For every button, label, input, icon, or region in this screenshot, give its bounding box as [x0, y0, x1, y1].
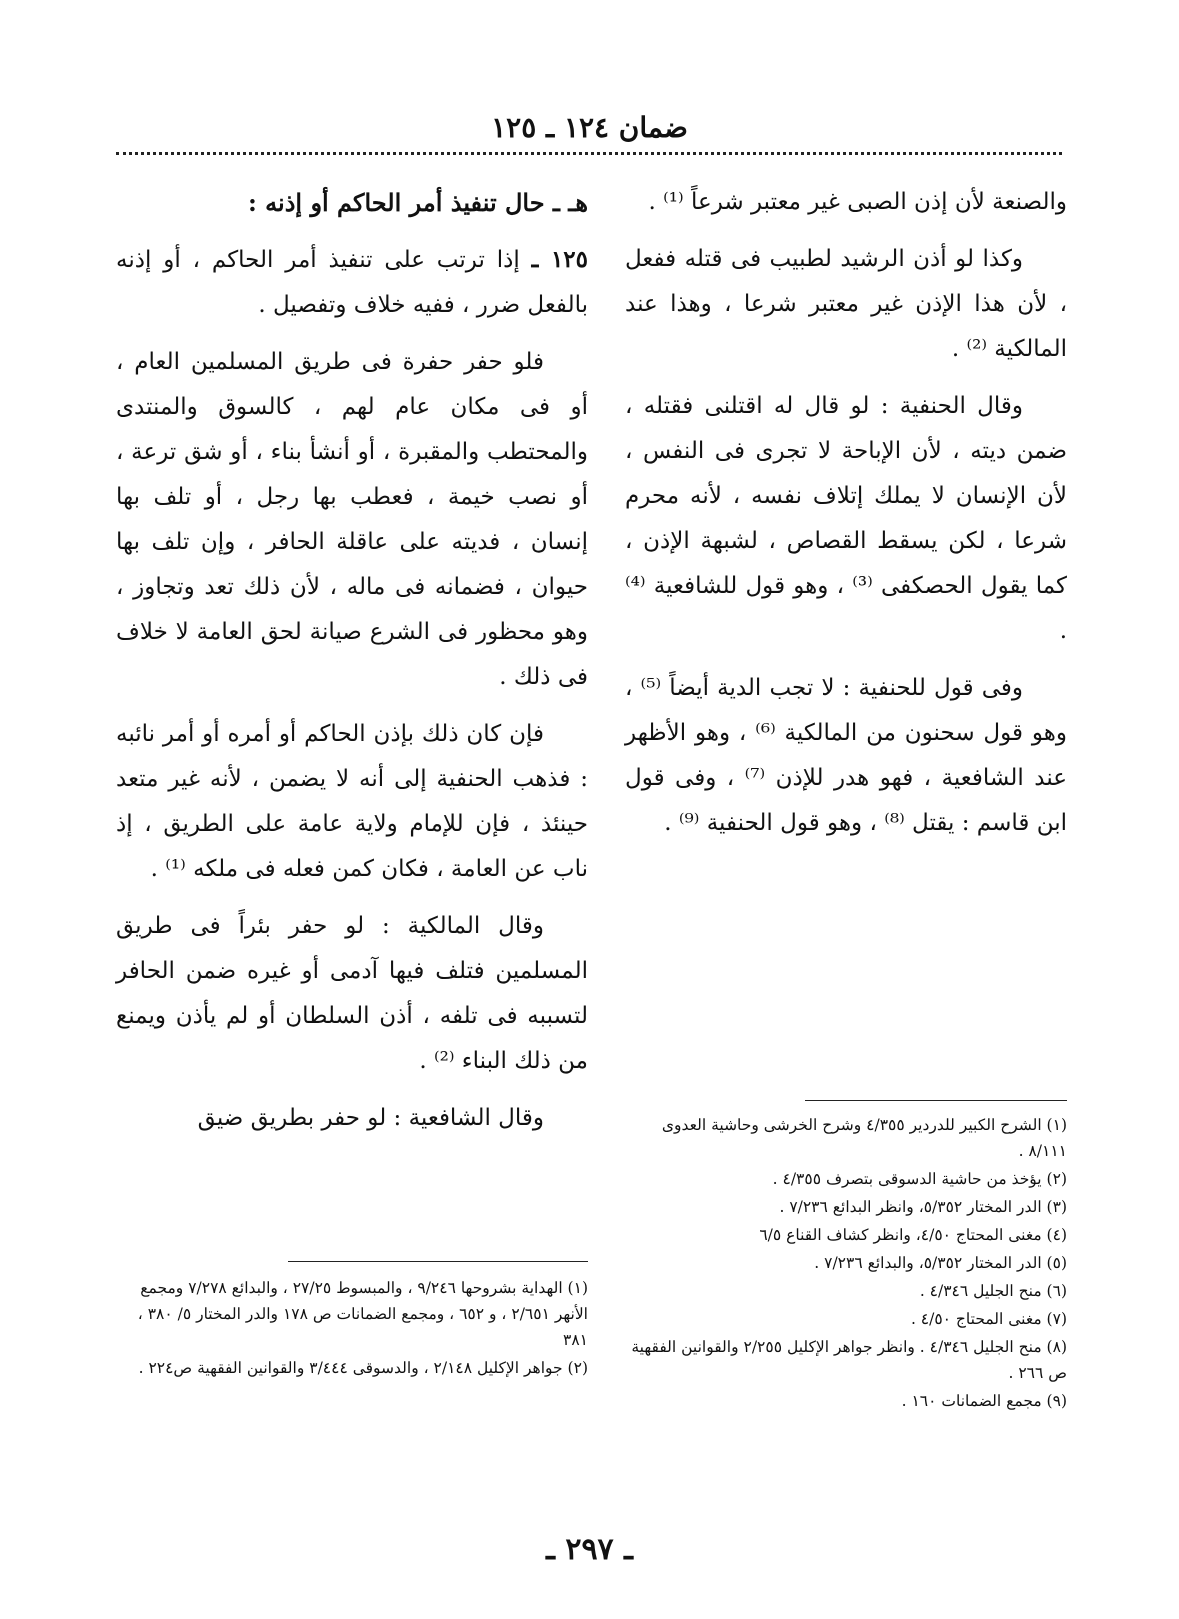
right-column [625, 180, 1067, 858]
numbered-paragraph-text: إذا ترتب على تنفيذ أمر الحاكم ، أو إذنه بالفعل ضرر ، ففيه خلاف وتفصيل . [116, 247, 588, 318]
footnote-rule-left [288, 1261, 588, 1262]
footnote: (٨) منح الجليل ٤/٣٤٦ . وانظر جواهر الإكليل ٢/٢٥٥ والقوانين الفقهية ص ٢٦٦ . [631, 1338, 1067, 1382]
footnote: (٢) يؤخذ من حاشية الدسوقى بتصرف ٤/٣٥٥ . [772, 1170, 1067, 1188]
left-paragraph-2: فإن كان ذلك بإذن الحاكم أو أمره أو أمر نائبه : فذهب الحنفية إلى أنه لا يضمن ، لأنه غير متعد حينئذ ، فإن للإمام ولاية عامة على الطريق ، إذ ناب عن العامة ، فكان كمن فعله فى ملكه ⁽¹⁾ . [116, 721, 588, 882]
footnote-rule-right [805, 1100, 1067, 1101]
numbered-paragraph [116, 237, 588, 328]
footnote: (١) الهداية بشروحها ٩/٢٤٦ ، والمبسوط ٢٧/٢٥ ، والبدائع ٧/٢٧٨ ومجمع الأنهر ٢/٦٥١ ، و ٦٥٢ ، ومجمع الضمانات ص ١٧٨ والدر المختار ٥/ ٣٨٠ ، ٣٨١ [137, 1279, 588, 1349]
paragraph-number: ١٢٥ ـ [531, 246, 589, 273]
footnote: (٩) مجمع الضمانات ١٦٠ . [901, 1392, 1067, 1410]
right-paragraph-4: وفى قول للحنفية : لا تجب الدية أيضاً ⁽⁵⁾ ، وهو قول سحنون من المالكية ⁽⁶⁾ ، وهو الأظهر عند الشافعية ، فهو هدر للإذن ⁽⁷⁾ ، وفى قول ابن قاسم : يقتل ⁽⁸⁾ ، وهو قول الحنفية ⁽⁹⁾ . [625, 675, 1067, 836]
running-header: ضمان ١٢٤ ـ ١٢٥ [491, 111, 688, 144]
footnotes-left [116, 1275, 588, 1383]
footnote: (١) الشرح الكبير للدردير ٤/٣٥٥ وشرح الخرشى وحاشية العدوى ٨/١١١ . [661, 1116, 1067, 1160]
footnote: (٤) مغنى المحتاج ٤/٥٠، وانظر كشاف القناع ٦/٥ [759, 1226, 1067, 1244]
footnote: (٦) منح الجليل ٤/٣٤٦ . [919, 1282, 1067, 1300]
footnote: (٣) الدر المختار ٥/٣٥٢، وانظر البدائع ٧/٢٣٦ . [779, 1198, 1067, 1216]
right-paragraph-2: وكذا لو أذن الرشيد لطبيب فى قتله ففعل ، لأن هذا الإذن غير معتبر شرعا ، وهذا عند المالكية ⁽²⁾ . [625, 246, 1067, 362]
right-paragraph-3: وقال الحنفية : لو قال له اقتلنى فقتله ، ضمن ديته ، لأن الإباحة لا تجرى فى النفس ، لأن الإنسان لا يملك إتلاف نفسه ، لأنه محرم شرعا ، لكن يسقط القصاص ، لشبهة الإذن ، كما يقول الحصكفى ⁽³⁾ ، وهو قول للشافعية ⁽⁴⁾ . [625, 393, 1067, 644]
footnote: (٢) جواهر الإكليل ٢/١٤٨ ، والدسوقى ٣/٤٤٤ والقوانين الفقهية ص٢٢٤ . [138, 1359, 588, 1377]
left-paragraph-1: فلو حفر حفرة فى طريق المسلمين العام ، أو فى مكان عام لهم ، كالسوق والمنتدى والمحتطب والمقبرة ، أو أنشأ بناء ، أو شق ترعة ، أو نصب خيمة ، فعطب بها رجل ، أو تلف بها إنسان ، فديته على عاقلة الحافر ، وإن تلف بها حيوان ، فضمانه فى ماله ، لأن ذلك تعد وتجاوز ، وهو محظور فى الشرع صيانة لحق العامة لا خلاف فى ذلك . [116, 349, 588, 690]
header-dotted-rule [116, 152, 1062, 155]
footnotes-right [625, 1112, 1067, 1416]
footnote: (٧) مغنى المحتاج ٤/٥٠ . [910, 1310, 1067, 1328]
left-paragraph-3: وقال المالكية : لو حفر بئراً فى طريق المسلمين فتلف فيها آدمى أو غيره ضمن الحافر لتسببه فى تلفه ، أذن السلطان أو لم يأذن ويمنع من ذلك البناء ⁽²⁾ . [116, 913, 588, 1074]
footnote: (٥) الدر المختار ٥/٣٥٢، والبدائع ٧/٢٣٦ . [814, 1254, 1067, 1272]
page-number: ـ ٢٩٧ ـ [546, 1532, 633, 1567]
right-paragraph-1: والصنعة لأن إذن الصبى غير معتبر شرعاً ⁽¹⁾ . [648, 189, 1067, 215]
left-paragraph-4: وقال الشافعية : لو حفر بطريق ضيق [197, 1105, 544, 1131]
section-heading: هـ ـ حال تنفيذ أمر الحاكم أو إذنه : [247, 188, 588, 217]
left-column [116, 180, 588, 1153]
